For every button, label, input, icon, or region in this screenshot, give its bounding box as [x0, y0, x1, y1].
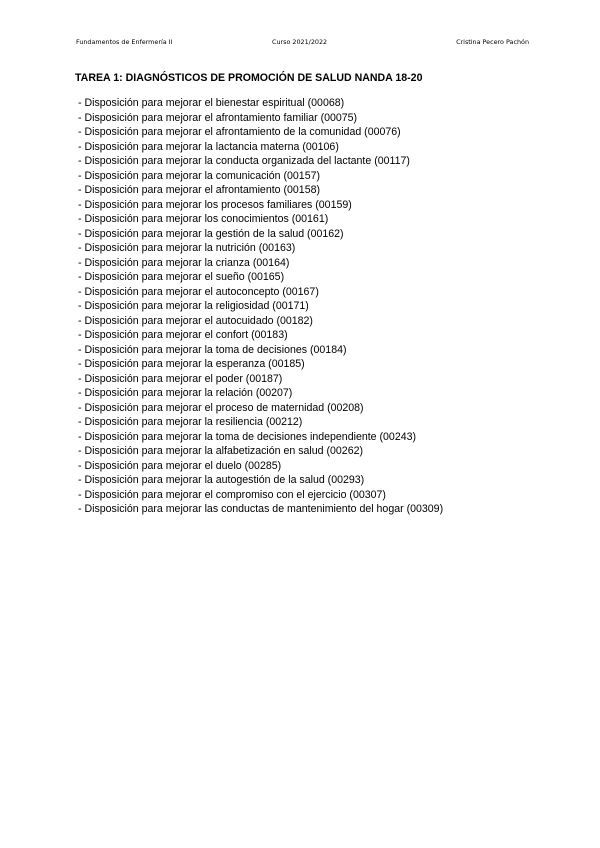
list-item: - Disposición para mejorar el afrontamiento de la comunidad (00076) — [78, 126, 401, 138]
header-course-name: Fundamentos de Enfermería II — [76, 38, 173, 46]
list-item: - Disposición para mejorar las conductas de mantenimiento del hogar (00309) — [78, 503, 444, 515]
list-item: - Disposición para mejorar los procesos familiares (00159) — [78, 198, 352, 211]
list-item: - Disposición para mejorar el sueño (00165) — [78, 271, 285, 283]
list-item: - Disposición para mejorar los conocimientos (00161) — [78, 213, 329, 225]
list-item: - Disposición para mejorar la autogestión de la salud (00293) — [78, 474, 365, 486]
list-item: - Disposición para mejorar la alfabetización en salud (00262) — [78, 445, 364, 457]
list-item: - Disposición para mejorar la conducta organizada del lactante (00117) — [78, 155, 410, 167]
list-item: - Disposición para mejorar la esperanza (00185) — [78, 358, 305, 370]
list-item: - Disposición para mejorar la toma de decisiones (00184) — [78, 343, 347, 356]
list-item: - Disposición para mejorar el bienestar espiritual (00068) — [78, 97, 345, 109]
header-academic-year: Curso 2021/2022 — [272, 38, 328, 46]
list-item: - Disposición para mejorar el autoconcepto (00167) — [78, 285, 319, 298]
list-item: - Disposición para mejorar el confort (00183) — [78, 329, 288, 341]
list-item: - Disposición para mejorar la religiosidad (00171) — [78, 300, 309, 312]
list-item: - Disposición para mejorar la lactancia materna (00106) — [78, 140, 339, 153]
list-item: - Disposición para mejorar la crianza (00164) — [78, 256, 290, 269]
list-item: - Disposición para mejorar el compromiso con el ejercicio (00307) — [78, 488, 386, 501]
list-item: - Disposición para mejorar la nutrición (00163) — [78, 242, 296, 254]
header-author: Cristina Pecero Pachón — [456, 38, 529, 46]
list-item: - Disposición para mejorar el afrontamiento (00158) — [78, 184, 321, 196]
list-item: - Disposición para mejorar el proceso de maternidad (00208) — [78, 401, 364, 414]
list-item: - Disposición para mejorar la resiliencia (00212) — [78, 416, 303, 428]
list-item: - Disposición para mejorar la toma de decisiones independiente (00243) — [78, 430, 417, 443]
list-item: - Disposición para mejorar el afrontamiento familiar (00075) — [78, 111, 358, 124]
list-item: - Disposición para mejorar la comunicación (00157) — [78, 169, 321, 182]
diagnosis-list — [78, 96, 443, 517]
list-item: - Disposición para mejorar la gestión de la salud (00162) — [78, 227, 344, 240]
list-item: - Disposición para mejorar el duelo (00285) — [78, 459, 282, 472]
list-item: - Disposición para mejorar el autocuidado (00182) — [78, 314, 313, 327]
list-item: - Disposición para mejorar la relación (00207) — [78, 387, 293, 399]
list-item: - Disposición para mejorar el poder (00187) — [78, 372, 283, 385]
page-title: TAREA 1: DIAGNÓSTICOS DE PROMOCIÓN DE SALUD NANDA 18-20 — [75, 72, 423, 84]
page-header — [76, 36, 529, 48]
